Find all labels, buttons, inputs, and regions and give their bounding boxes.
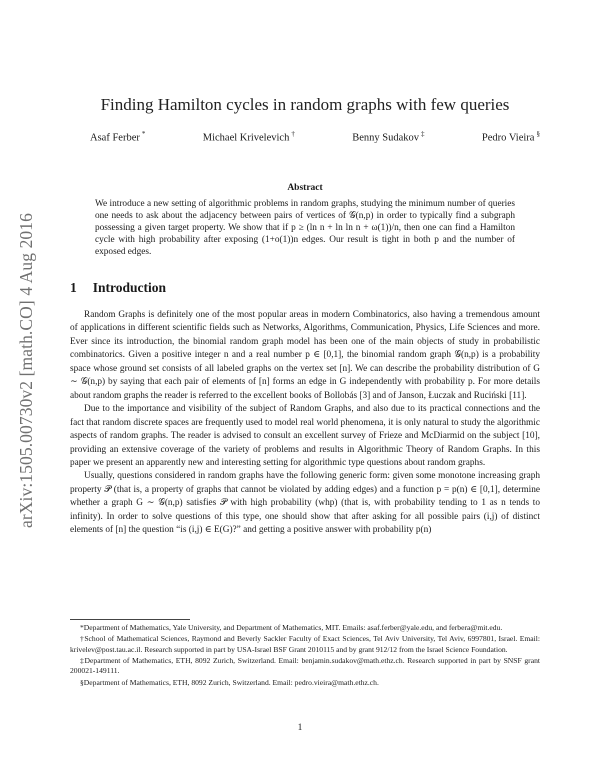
author-name: Asaf Ferber <box>90 132 140 144</box>
abstract-text: We introduce a new setting of algorithmic problems in random graphs, studying the minimum number of queries one needs to ask about the adjacency between pairs of vertices of 𝒢(n,p) in order to typically find a subgraph possessing a given target property. We show that if p ≥ (ln n + ln ln n + ω(1))/n, then one can find a Hamilton cycle with high probability after exposing (1+o(1))n edges. Our result is tight in both p and the number of exposed edges. <box>95 199 515 257</box>
author <box>203 130 295 144</box>
paragraph: Due to the importance and visibility of the subject of Random Graphs, and also due to its practical connections and the fact that random discrete spaces are frequently used to model real world phenomena, it is only natural to study the algorithmic aspects of random graphs. The reader is advised to consult an excellent survey of Frieze and McDiarmid on the subject [10], providing an extensive coverage of the variety of problems and results in Algorithmic Theory of Random Graphs. In this paper we present an apparently new and interesting setting for algorithmic type questions about random graphs. <box>70 404 540 468</box>
footnote: *Department of Mathematics, Yale University, and Department of Mathematics, MIT. Emails: asaf.ferber@yale.edu, and ferbera@mit.edu. <box>80 623 503 632</box>
author-mark: † <box>291 130 295 138</box>
author-mark: § <box>536 130 540 138</box>
section-title: Introduction <box>92 280 167 295</box>
author-mark: ‡ <box>421 130 425 138</box>
footnote: †School of Mathematical Sciences, Raymond and Beverly Sackler Faculty of Exact Sciences, Tel Aviv University, Tel Aviv, 6997801, Israel. Email: krivelev@post.tau.ac.il. Research supported in part by USA-Israel BSF Grant 2010115 and by grant 912/12 from the Israel Science Foundation. <box>70 634 540 654</box>
page-number: 1 <box>297 723 303 733</box>
arxiv-stamp <box>2 175 50 565</box>
author-list <box>90 130 540 144</box>
author-name: Michael Krivelevich <box>202 132 290 144</box>
author <box>352 130 424 144</box>
author <box>482 130 540 144</box>
body-text <box>70 309 540 538</box>
author <box>90 130 145 144</box>
footnote: ‡Department of Mathematics, ETH, 8092 Zurich, Switzerland. Email: benjamin.sudakov@math.ethz.ch. Research supported in part by SNSF grant 200021-149111. <box>70 655 540 676</box>
author-mark: * <box>141 130 146 138</box>
arxiv-stamp-text: arXiv:1505.00730v2 [math.CO] 4 Aug 2016 <box>15 212 36 528</box>
author-name: Benny Sudakov <box>352 132 420 144</box>
paper-title: Finding Hamilton cycles in random graphs with few queries <box>100 95 510 114</box>
section-heading <box>70 280 166 296</box>
paragraph: Usually, questions considered in random graphs have the following generic form: given some monotone increasing graph property 𝒫 (that is, a property of graphs that cannot be violated by adding edges) and a function p = p(n) ∈ [0,1], determine whether a graph G ∼ 𝒢(n,p) satisfies 𝒫 with high probability (whp) (that is, with probability tending to 1 as n tends to infinity). In order to solve questions of this type, one should show that after asking for all possible pairs (i,j) of distinct elements of [n] the question “is (i,j) ∈ E(G)?” and getting a positive answer with probability p(n) <box>70 471 540 536</box>
abstract-heading: Abstract <box>287 183 323 193</box>
footnote-rule <box>70 619 190 620</box>
footnotes <box>70 623 540 689</box>
paragraph: Random Graphs is definitely one of the most popular areas in modern Combinatorics, also having a tremendous amount of applications in different scientific fields such as Networks, Algorithms, Communication, Physics, Life Sciences and more. Ever since its introduction, the binomial random graph model has been one of the main objects of study in probabilistic combinatorics. Given a positive integer n and a real number p ∈ [0,1], the binomial random graph 𝒢(n,p) is a probability space whose ground set consists of all labeled graphs on the vertex set [n]. We can describe the probability distribution of G ∼ 𝒢(n,p) by saying that each pair of elements of [n] forms an edge in G independently with probability p. For more details about random graphs the reader is referred to the excellent books of Bollobás [3] and of Janson, Łuczak and Ruciński [11]. <box>70 310 540 401</box>
footnote: §Department of Mathematics, ETH, 8092 Zurich, Switzerland. Email: pedro.vieira@math.ethz.ch. <box>80 677 379 687</box>
author-name: Pedro Vieira <box>481 132 535 144</box>
section-number: 1 <box>70 280 77 295</box>
